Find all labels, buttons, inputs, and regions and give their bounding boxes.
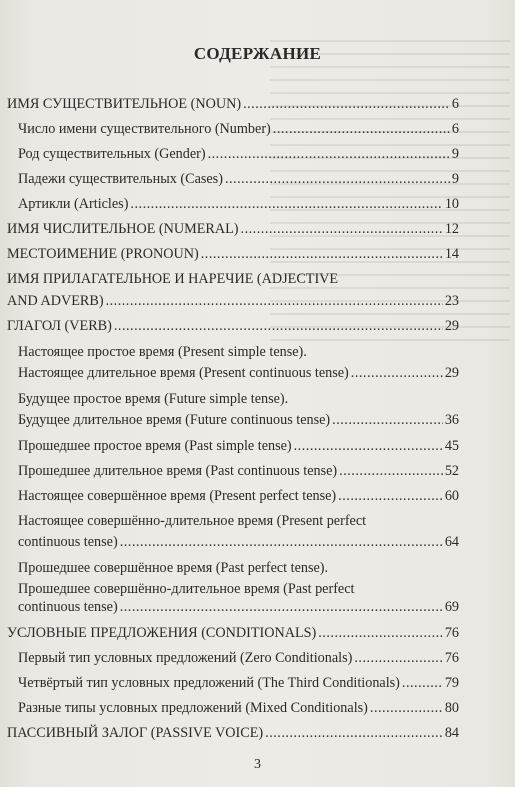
leader-dots bbox=[225, 171, 450, 188]
toc-entry-past-simple[interactable] bbox=[7, 438, 459, 455]
toc-page-number: 29 bbox=[444, 365, 459, 381]
leader-dots bbox=[120, 534, 443, 551]
leader-dots bbox=[243, 96, 450, 113]
toc-entry-third-conditionals[interactable] bbox=[7, 675, 459, 692]
leader-dots bbox=[130, 196, 442, 213]
leader-dots bbox=[241, 221, 443, 238]
toc-page-number: 36 bbox=[444, 412, 459, 428]
toc-entry-past-perfect[interactable] bbox=[7, 560, 459, 616]
leader-dots bbox=[354, 650, 442, 667]
toc-page-number: 76 bbox=[444, 625, 459, 641]
toc-page-number: 64 bbox=[444, 534, 459, 550]
toc-label-line: Прошедшее совершённо-длительное время (Past perfect bbox=[18, 581, 355, 597]
toc-label: ПАССИВНЫЙ ЗАЛОГ (PASSIVE VOICE) bbox=[7, 725, 264, 741]
toc-entry-past-continuous[interactable] bbox=[7, 463, 459, 480]
toc-entry-verb[interactable] bbox=[7, 318, 459, 335]
toc-label-line: Прошедшее совершённое время (Past perfect tense). bbox=[18, 560, 329, 576]
leader-dots bbox=[106, 293, 443, 310]
toc-entry-future-tenses[interactable] bbox=[7, 391, 459, 429]
toc-label: Артикли (Articles) bbox=[18, 196, 129, 212]
toc-entry-conditionals[interactable] bbox=[7, 625, 459, 642]
toc-page-number: 9 bbox=[451, 146, 459, 162]
toc-entry-adjective[interactable] bbox=[7, 271, 459, 310]
toc-label: Прошедшее простое время (Past simple tense) bbox=[18, 438, 292, 454]
table-of-contents bbox=[7, 96, 459, 742]
toc-entry-cases[interactable] bbox=[7, 171, 459, 188]
toc-entry-noun[interactable] bbox=[7, 96, 459, 113]
toc-entry-mixed-conditionals[interactable] bbox=[7, 700, 459, 717]
toc-page-number: 45 bbox=[444, 438, 459, 454]
toc-entry-number[interactable] bbox=[7, 121, 459, 138]
toc-label: ИМЯ ЧИСЛИТЕЛЬНОЕ (NUMERAL) bbox=[7, 221, 239, 237]
toc-label: AND ADVERB) bbox=[7, 293, 104, 309]
toc-label: Разные типы условных предложений (Mixed Conditionals) bbox=[18, 700, 368, 716]
toc-page-number: 29 bbox=[444, 318, 459, 334]
toc-label: ИМЯ СУЩЕСТВИТЕЛЬНОЕ (NOUN) bbox=[7, 96, 242, 112]
leader-dots bbox=[273, 121, 450, 138]
toc-label-line: Будущее простое время (Future simple tense). bbox=[18, 391, 289, 407]
leader-dots bbox=[120, 599, 443, 616]
toc-entry-zero-conditionals[interactable] bbox=[7, 650, 459, 667]
toc-label: Будущее длительное время (Future continuous tense) bbox=[18, 412, 331, 428]
toc-page-number: 80 bbox=[444, 700, 459, 716]
leader-dots bbox=[201, 246, 443, 263]
leader-dots bbox=[208, 146, 450, 163]
toc-label: continuous tense) bbox=[18, 534, 118, 550]
leader-dots bbox=[265, 725, 443, 742]
leader-dots bbox=[318, 625, 443, 642]
toc-label: Прошедшее длительное время (Past continuous tense) bbox=[18, 463, 338, 479]
toc-label: ГЛАГОЛ (VERB) bbox=[7, 318, 112, 334]
toc-page-number: 6 bbox=[451, 96, 459, 112]
toc-entry-present-perfect[interactable] bbox=[7, 488, 459, 505]
leader-dots bbox=[351, 365, 443, 382]
page-number: 3 bbox=[254, 757, 261, 772]
toc-label-line: Настоящее простое время (Present simple tense). bbox=[18, 344, 307, 360]
toc-page-number: 14 bbox=[444, 246, 459, 262]
leader-dots bbox=[338, 488, 443, 505]
toc-entry-present-perfect-continuous[interactable] bbox=[7, 513, 459, 551]
toc-page-number: 9 bbox=[451, 171, 459, 187]
toc-entry-articles[interactable] bbox=[7, 196, 459, 213]
leader-dots bbox=[402, 675, 443, 692]
toc-page-number: 60 bbox=[444, 488, 459, 504]
toc-label: Первый тип условных предложений (Zero Conditionals) bbox=[18, 650, 353, 666]
toc-page-number: 52 bbox=[444, 463, 459, 479]
toc-label-line: Настоящее совершённо-длительное время (Present perfect bbox=[18, 513, 367, 529]
toc-entry-pronoun[interactable] bbox=[7, 246, 459, 263]
leader-dots bbox=[294, 438, 443, 455]
toc-page-number: 10 bbox=[444, 196, 459, 212]
toc-label: УСЛОВНЫЕ ПРЕДЛОЖЕНИЯ (CONDITIONALS) bbox=[7, 625, 317, 641]
leader-dots bbox=[114, 318, 443, 335]
toc-page-number: 79 bbox=[444, 675, 459, 691]
toc-label: Четвёртый тип условных предложений (The Third Conditionals) bbox=[18, 675, 400, 691]
toc-page-number: 12 bbox=[444, 221, 459, 237]
toc-entry-passive-voice[interactable] bbox=[7, 725, 459, 742]
toc-page-number: 84 bbox=[444, 725, 459, 741]
toc-entry-gender[interactable] bbox=[7, 146, 459, 163]
toc-label: Настоящее длительное время (Present continuous tense) bbox=[18, 365, 349, 381]
toc-label: continuous tense) bbox=[18, 599, 118, 615]
toc-label: Падежи существительных (Cases) bbox=[18, 171, 223, 187]
toc-label: Род существительных (Gender) bbox=[18, 146, 206, 162]
leader-dots bbox=[332, 412, 443, 429]
leader-dots bbox=[370, 700, 443, 717]
leader-dots bbox=[339, 463, 443, 480]
toc-entry-numeral[interactable] bbox=[7, 221, 459, 238]
toc-page-number: 76 bbox=[444, 650, 459, 666]
toc-label: Настоящее совершённое время (Present perfect tense) bbox=[18, 488, 337, 504]
toc-label: Число имени существительного (Number) bbox=[18, 121, 271, 137]
toc-page-number: 6 bbox=[451, 121, 459, 137]
toc-entry-present-tenses[interactable] bbox=[7, 344, 459, 382]
toc-page-number: 23 bbox=[444, 293, 459, 309]
toc-label: МЕСТОИМЕНИЕ (PRONOUN) bbox=[7, 246, 199, 262]
page-title: СОДЕРЖАНИЕ bbox=[193, 44, 322, 63]
toc-page-number: 69 bbox=[444, 599, 459, 615]
toc-label-line: ИМЯ ПРИЛАГАТЕЛЬНОЕ И НАРЕЧИЕ (ADJECTIVE bbox=[7, 271, 339, 287]
